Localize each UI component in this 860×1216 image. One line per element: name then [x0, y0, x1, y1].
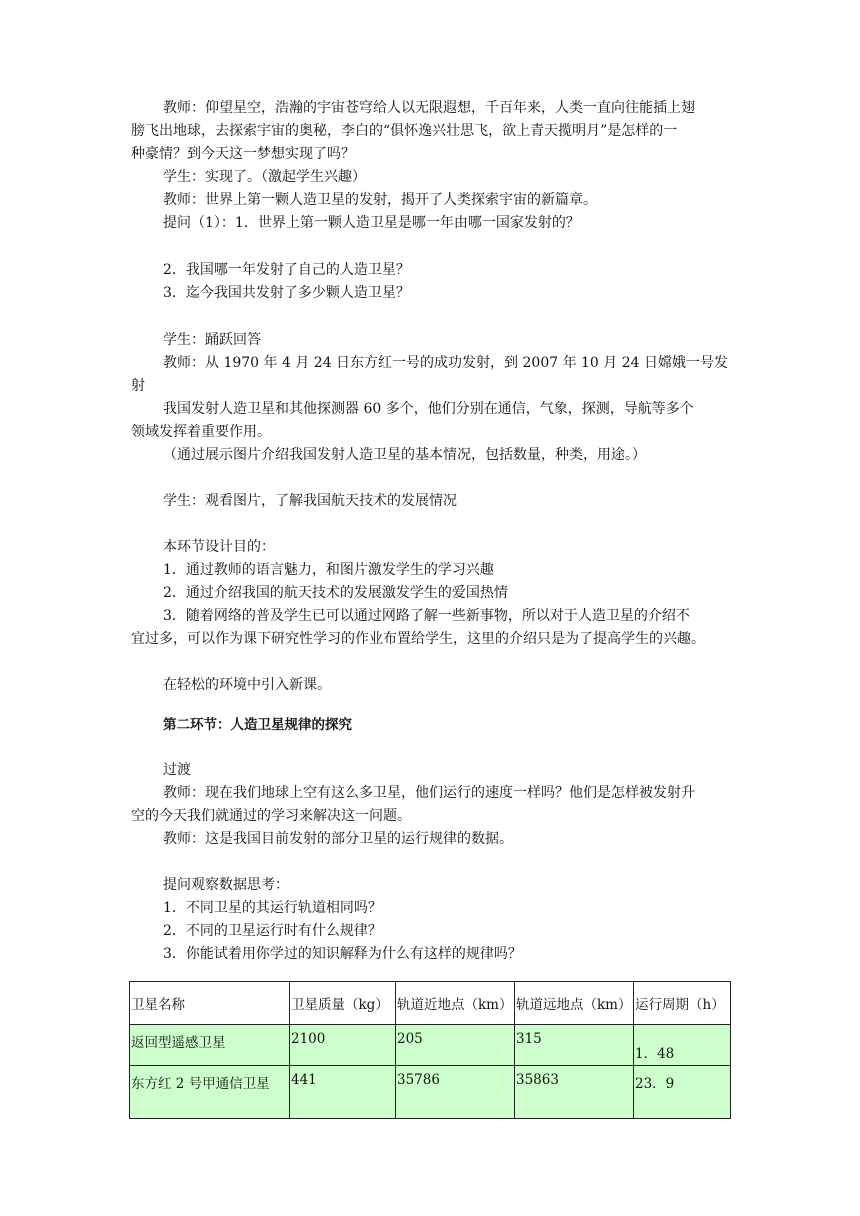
paragraph-line: 宜过多，可以作为课下研究性学习的作业布置给学生，这里的介绍只是为了提高学生的兴趣。: [131, 631, 705, 647]
table-header-cell: 轨道远地点（km）: [515, 982, 634, 1025]
paragraph-line: 本环节设计目的：: [163, 539, 275, 555]
paragraph-line: 领域发挥着重要作用。: [131, 424, 271, 440]
section-heading: 第二环节：人造卫星规律的探究: [163, 717, 352, 733]
paragraph-line: 空的今天我们就通过的学习来解决这一问题。: [131, 808, 411, 824]
table-header-cell: 运行周期（h）: [634, 982, 731, 1025]
table-header-row: [130, 982, 731, 1025]
paragraph-line: 3．迄今我国共发射了多少颗人造卫星？: [163, 285, 410, 301]
paragraph-line: 1．不同卫星的其运行轨道相同吗？: [163, 900, 382, 916]
table-row: [130, 1025, 731, 1066]
paragraph-line: 学生：踊跃回答: [163, 332, 261, 348]
paragraph-line: 2．通过介绍我国的航天技术的发展激发学生的爱国热情: [163, 585, 508, 601]
table-cell: 441: [290, 1066, 396, 1119]
paragraph-line: 射: [131, 378, 145, 394]
paragraph-line: 提问观察数据思考：: [163, 877, 289, 893]
paragraph-line: 学生：观看图片，了解我国航天技术的发展情况: [163, 493, 457, 509]
paragraph-line: 教师：从 1970 年 4 月 24 日东方红一号的成功发射，到 2007 年 10 月 24 日嫦娥一号发: [163, 355, 729, 371]
table-cell: 205: [396, 1025, 515, 1066]
table-cell: 315: [515, 1025, 634, 1066]
satellite-data-table: [129, 981, 731, 1119]
table-header-cell: 轨道近地点（km）: [396, 982, 515, 1025]
table-header-cell: 卫星质量（kg）: [290, 982, 396, 1025]
table-cell: 2100: [290, 1025, 396, 1066]
paragraph-line: 2．不同的卫星运行时有什么规律？: [163, 923, 382, 939]
table-cell: 1．48: [634, 1025, 731, 1066]
paragraph-line: 2．我国哪一年发射了自己的人造卫星？: [163, 262, 410, 278]
paragraph-line: 学生：实现了。（激起学生兴趣）: [163, 169, 366, 185]
table-cell: 35786: [396, 1066, 515, 1119]
paragraph-line: 膀飞出地球，去探索宇宙的奥秘，李白的“俱怀逸兴壮思飞，欲上青天揽明月”是怎样的一: [131, 123, 678, 139]
paragraph-line: 在轻松的环境中引入新课。: [163, 677, 331, 693]
paragraph-line: 我国发射人造卫星和其他探测器 60 多个，他们分别在通信，气象，探测，导航等多个: [163, 401, 694, 417]
paragraph-line: 提问（1）：1．世界上第一颗人造卫星是哪一年由哪一国家发射的？: [163, 215, 580, 231]
table-cell: 35863: [515, 1066, 634, 1119]
paragraph-line: （通过展示图片介绍我国发射人造卫星的基本情况，包括数量，种类，用途。）: [163, 447, 646, 463]
paragraph-line: 3．你能试着用你学过的知识解释为什么有这样的规律吗？: [163, 946, 522, 962]
paragraph-line: 1．通过教师的语言魅力，和图片激发学生的学习兴趣: [163, 562, 494, 578]
paragraph-line: 种豪情？到今天这一梦想实现了吗？: [131, 146, 355, 162]
paragraph-line: 教师：世界上第一颗人造卫星的发射，揭开了人类探索宇宙的新篇章。: [163, 192, 597, 208]
table-cell: 东方红 2 号甲通信卫星: [130, 1066, 290, 1119]
table-cell: 返回型遥感卫星: [130, 1025, 290, 1066]
paragraph-line: 过渡: [163, 762, 191, 778]
table-cell: 23．9: [634, 1066, 731, 1119]
paragraph-line: 3．随着网络的普及学生已可以通过网路了解一些新事物，所以对于人造卫星的介绍不: [163, 608, 690, 624]
paragraph-line: 教师：仰望星空，浩瀚的宇宙苍穹给人以无限遐想，千百年来，人类一直向往能插上翅: [163, 100, 695, 116]
table-row: [130, 1066, 731, 1119]
paragraph-line: 教师：现在我们地球上空有这么多卫星，他们运行的速度一样吗？他们是怎样被发射升: [163, 785, 695, 801]
paragraph-line: 教师：这是我国目前发射的部分卫星的运行规律的数据。: [163, 831, 513, 847]
table-header-cell: 卫星名称: [130, 982, 290, 1025]
